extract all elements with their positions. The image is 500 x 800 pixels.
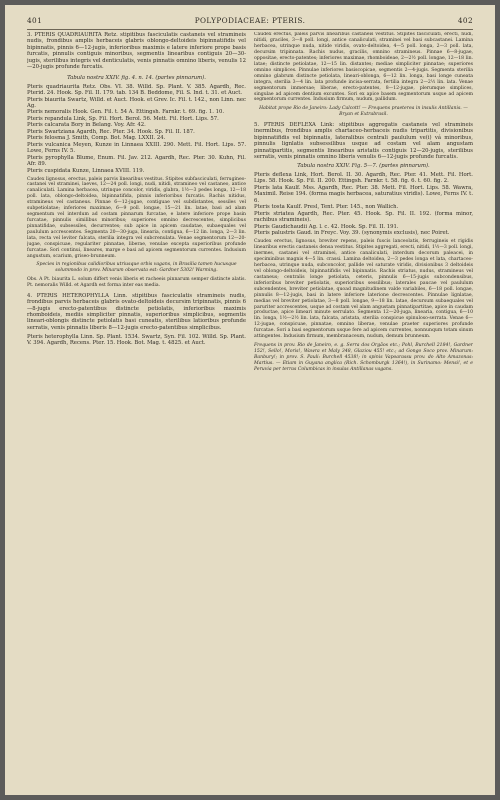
text-paragraph: 3. PTERIS QUADRIAURITA Retz. stipitibus fasciculatis castaneis vel stramineis nudis, frondibus amplis herbaceis glabris oblongo-deltoideis bipinnatifidis vel bipinnatis, pinnis 6—12-jugis, inferioribus maximis e latere inferiore prope basis furcatis, pinnulis contiguis minoribus, segmentis linearibus contiguis 20—30-jugis, sterilibus integris vel denticulatis, venis pinnatis omnino liberis, venulis 12—20-jugis profunde furcatis. xyxy=(27,32,246,71)
text-paragraph: Caudex erectus, lignosus, breviter repens, paleis fuscis lanceolatis, ferrugineis et rigidis linearibus erectis castaneis densa vestitus. Stipites aggregati, erecti, nitidi, 1½—3 poll. longi, inermes, castanei vel straminei, antice canaliculati, interdum decorum paleacei, in speciminibus magnis 4—5 lin. crassi. Lamina deltoidea, 2—3 pedes longa et lata, chartaceo-herbacea, utrinque nuda, subconcolor, pallide vel saturate viridis, divisionibus 3 deltoideis vel oblongo-deltoideis, bipinnatifidis vel bipinnatis. Rachis striatus, nudus, stramineus vel castaneus; centralis longe petiolata, ceteris, pinnulis 6—15-jugis subcondensibus, inferioribus breviter petiolatis, superioribus sessilibus; laterales paucae vel paululum subcendentes, breviter petiolatae, quoad magnitudinem valde variabiles, 6—18 poll. longae, pinnulis 8—12-jugis, basi in latere inferiore laterione decrescentes. Pinnulae lignlatae, medias vel breviter petiolatae, 3—8 poll. longae, 9—18 lin. latae, decursum subaequales vel paruriter accrescentes, usque ad costam vel alam angustam pinnatipartitae, apice in caudam productae, apice limeari minute serrulato. Segmenta 12—20-juga, linearia, contigua, 6—10 lin. longa, 1½—2½ lin. lata, falcata, aristata, sterilia conspicue spinuloso-serrata. Venae 6—12-jugae, conspicuae, pinnatae, omnino liberae, venulae praeter superiores profunde furcatae. Sori a basi segmentorum usque fere ad apicem currentes, nonnunqum totam sinum attingentes. Indusium firmum, membranaceum, nudum, demum brunneum. xyxy=(254,239,473,340)
text-paragraph: Pteris calcarata Bory in Belang. Voy. Afr. 42. xyxy=(27,122,146,129)
text-paragraph: Pteris cuspidata Kunze, Linnaea XVIII. 119. xyxy=(27,167,145,174)
running-head xyxy=(27,16,473,28)
text-paragraph: Habitat prope Rio de Janeiro: Lady Calcott! — Frequens praeterea in insulis Antillanis. — Bryan et Extrabrasil. xyxy=(259,105,468,117)
text-paragraph: Species in regionibus calidioribus utriusque orbis vagans, in Brasilia tamen hucusque solummodo in prov. Minarum observata est: Gardner 5302! Warming. xyxy=(36,262,237,274)
text-paragraph: Pteris quadriaurita Retz. Obs. VI. 38. Willd. Sp. Plant. V. 385. Agardh, Rec. Pterid. 24. Hook. Sp. Fil. II. 179. tab. 134 B. Beddome, Fil. S. Ind. t. 31. et Auct. xyxy=(27,83,246,97)
text-paragraph: Tabula nostra XXIV. Fig. 5—7. (partes pinnarum). xyxy=(297,163,430,170)
book-page xyxy=(5,5,495,795)
text-paragraph: Pteris vulcanica Meyen, Kunze in Linnaea XXIII. 290. Mett. Fil. Hort. Lips. 57. Lowe, Ferns IV. 5. xyxy=(27,141,246,155)
text-paragraph: 4. PTERIS HETEROPHYLLA Linn. stipitibus fasciculatis stramineis nudis, frondibus parvis herbaceis glabris ovato-deltoideis decursim tripinnatis, pinnis 6—8-jugis erecto-patentibus distincte petiolatis, inferioribus maximis rhomboideis, mediis simpliciter pinnatis, superioribus simplicibus, segmentis lineari-oblongis distincte petiolatis basi cuneatis, sterilibus latioribus profunde serratis, venis pinnatis liberis 8—12-jugis erecto-patentibus simplicibus. xyxy=(27,292,246,331)
right-text-column xyxy=(254,32,473,782)
page-number-left: 401 xyxy=(27,16,43,25)
text-paragraph: Pteris lata Kaulf. Mss. Agardh, Rec. Pter. 38. Mett. Fil. Hort. Lips. 58. Wawra, Maximil. Reise 194. (forma magis herbacea, saturatius viridis). Lowe, Ferns IV. t. 6. xyxy=(254,184,473,204)
text-paragraph: Pteris palustris Gaud. in Freyc. Voy. 39. (synonymis exclusis), nec Poiret. xyxy=(254,230,450,237)
text-paragraph: Pteris nemoralis Hook. Gen. Fil. t. 54 A. Ettingsh. Farnkr. t. 69. fig. 1. 10. xyxy=(27,109,225,116)
left-text-column xyxy=(27,32,246,782)
text-paragraph: 5. PTERIS DEFLEXA Link: stipitibus aggregatis castaneis vel stramineis inermibus, frondibus amplis chartaceo-herbaceis nudis tripartitis, divisionibus bipinnatifidis vel bipinnatis, lateralibus centrali paululum ve(i) vá minoribus, pinnulis lignlatis subsessilibus usque ad costam vel alam angustam pinnatipartitis, segmentis linearibus aristatis contiguis 12—20-jugis, sterilibus serratis, venis pinnatis omnino liberis venulis 6—12-jugis profunde furcatis. xyxy=(254,121,473,161)
text-paragraph: Obs. A Pt. biaurita L. solum differt venis liberis et racheeis pinnarum semper distincte alatis. Pt. nemoralis Willd. et Agardh est forma inter eas media. xyxy=(27,276,246,288)
text-paragraph: Pteris tosta Kaulf. Presl, Tent. Pter. 145., non Wallich. xyxy=(254,204,399,211)
text-paragraph: Caudex erectus, paleis parvis linearibus castaneis vestitus. Stipites fasciculati, erecti, nudi, nitidi, graciles, 3—8 poll. longi, antice canaliculati, straminei vel basi subcastanei. Lamina herbacea, utrinque nuda, nitide viridis, ovato-deltoidea, 4—5 poll. longa, 2—3 poll. lata, decursim tripinnata. Rachis nudus, gracilis, omnino stramineus. Pinnae 6—8-jugae, oppositae, erecto-patentes; inferiores maximae, rhomboideae, 2—2½ poll. longae, 12—18 lin. latae; distincte petiolatae, 12—15 lin. distantes; mediae simpliciter pinnatae; superiores omnino simplices. Pinnulae inferiores basiscopicae, segmentis 2—4-jugis. Segmenta sterilia omnino glabrum distincte petiolata, lineari-oblonga, 6—12 lin. longa, basi longe cuneata integra, sterilia 3—4 lin. lata profunde incisa-serrata, fertilia integra 2—2½ lin. lata. Venae segmentorum immersae; liberae, erecto-patentes, 8—12-jugae, plerumque simplices, singulae ad apicem dentium excuntes. Sori ex apice basem segmentorum usque ad apicem segmentorum currentes. Indusium firmum, nudum, pallidum. xyxy=(254,32,473,103)
text-paragraph: Tabula nostra XXIV. fig. 4. n. 14. (partes pinnarum). xyxy=(67,74,206,81)
header-rule xyxy=(27,29,473,30)
running-title: POLYPODIACEAE: PTERIS. xyxy=(194,16,306,25)
text-paragraph: Pteris heterophylla Linn. Sp. Plant. 1534. Swartz, Syn. Fil. 102. Willd. Sp. Plant. V. 394. Agardh, Recens. Pter. 15. Hook. Bot. Mag. t. 4825. et Auct. xyxy=(27,333,246,347)
text-paragraph: Pteris felosma J. Smith, Comp. Bot. Mag. LXXII. 24. xyxy=(27,135,166,142)
page-number-right: 402 xyxy=(457,16,473,25)
text-paragraph: Pteris deflexa Link, Hort. Berol. II. 30. Agardh, Rec. Pter. 41. Mett. Fil. Hort. Lips. 58. Hook. Sp. Fil. II. 200. Ettingsh. Farnkr. t. 58. fig. 6. t. 60. fig. 2. xyxy=(254,172,473,185)
text-paragraph: Pteris Gaudichaudii Ag. l. c. 42. Hook. Sp. Fil. II. 191. xyxy=(254,223,399,230)
text-paragraph: Pteris biaurita Swartz, Willd. et Auct. Hook. et Grev. Ic. Fil. t. 142., non Linn. nec Ag. xyxy=(27,96,246,110)
text-paragraph: Frequens in prov. Rio de Janeiro, e. g. Serra dos Orgãos etc.; Pohl, Burchell 2184!, Gardner 152!, Sello!, Moris!, Wawra et Maly 348, Glaziou 455! etc.; ad Gongo Soco prov. Minarum: Banbury!; in prov. S. Pauli: Burchell 4538!; in spinis Vapoarassu prov. do Alto Amazonas: Martius. — Etiam in Guyana anglica (Rich. Schomburgk 1364!), in Surinamo: Mensi!, et e Peruvia per terras Columbicas in insulas Antillanas vagans. xyxy=(254,342,473,372)
text-paragraph: Pteris repandula Link, Sp. Fil. Hort. Berol. 56. Mett. Fil. Hort. Lips. 57. xyxy=(27,115,219,122)
text-paragraph: Caudex lignosus, erectus, paleis parvis linearibus vestitus. Stipites subfasciculati, ferrugineo-castanei vel straminei, laeves, 12—24 poll. longi, nudi, nitidi, stramineo vel castaneo, antice canaliculati. Lamina herbacea, utrinque concolor, viridis, glabra, 1½—3 pedes longa, 12—18 poll. lata, oblongo-deltoidea, bipinnatifida, pinnis inferioribus furcatis. Rachis nitidus, stramineus vel castaneus. Pinnae 6—12-jugae, contiguae vel subdistantes, sessiles vel subpetiolatae; inferiores maximae, 6—9 poll. longae, 15—21 lin. latae, basi ad alam segmentum vel interdum ad costam pinnarum furcatae, e latere inferiore prope basin furcatae, pinnulis similibus minoribus; superiores omnino decrescentes, simplicibus pinnatifidae, subsessiles, decurrentes; sub apice in apicem caudatae, subaequales vel paululum accrescentes. Segmenta 20—30-juga, linearia, contigua, 6—12 lin. longa, 2—3 lin. lata, recta vel leviter falcata, sterilia integra vel subcrenulata. Venae segmentorum 12—20-jugae, conspicuae, regulariter pinnatae, liberae, venulae excepta superioribus profunde furcatae. Sori continui, lineares, marge e basi ad apicem segmentorum currentes. Indusium angustum, scarium, griseo-brunneum. xyxy=(27,176,246,259)
text-paragraph: Pteris pyrophylla Blume, Enum. Fil. Jav. 212. Agardh, Rec. Pter. 30. Kuhn, Fil. Afr. 89. xyxy=(27,154,246,168)
text-paragraph: Pteris striatea Agardh, Rec. Pter. 45. Hook. Sp. Fil. II. 192. (forma minor, rachibus stramineis). xyxy=(254,210,473,224)
text-paragraph: Pteris Swartziana Agardh, Rec. Pter. 34. Hook. Sp. Fil. II. 187. xyxy=(27,128,195,135)
